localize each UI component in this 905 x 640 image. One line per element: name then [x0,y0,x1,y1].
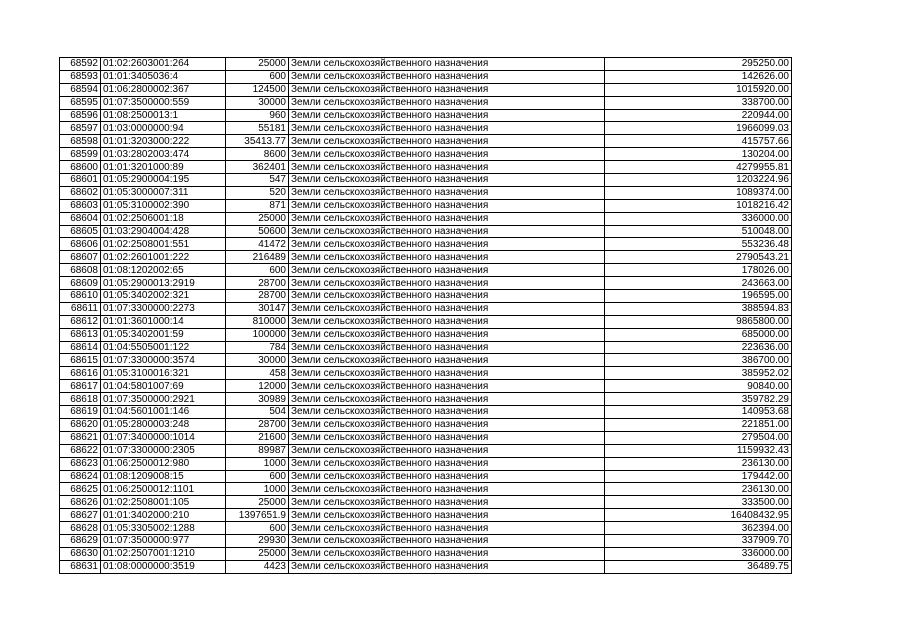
cadastral-number-cell: 01:04:5601001:146 [101,406,226,419]
table-row [60,547,792,560]
cadastral-number-cell: 01:03:2904004:428 [101,225,226,238]
cadastral-number-cell: 01:05:3402001:59 [101,328,226,341]
table-row [60,199,792,212]
area-cell: 8600 [226,148,289,161]
record-number-cell: 68595 [60,96,101,109]
table-row [60,58,792,71]
record-number-cell: 68629 [60,534,101,547]
area-cell: 1397651.9 [226,509,289,522]
record-number-cell: 68618 [60,393,101,406]
area-cell: 362401 [226,161,289,174]
cadastral-value-cell: 1966099.03 [605,122,792,135]
land-category-cell: Земли сельскохозяйственного назначения [289,148,605,161]
table-row [60,354,792,367]
cadastral-number-cell: 01:05:3000007:311 [101,186,226,199]
cadastral-number-cell: 01:02:2508001:551 [101,238,226,251]
cadastral-number-cell: 01:03:2802003:474 [101,148,226,161]
cadastral-value-cell: 333500.00 [605,496,792,509]
cadastral-value-cell: 90840.00 [605,380,792,393]
table-row [60,315,792,328]
record-number-cell: 68627 [60,509,101,522]
area-cell: 520 [226,186,289,199]
land-category-cell: Земли сельскохозяйственного назначения [289,96,605,109]
cadastral-value-cell: 336000.00 [605,547,792,560]
area-cell: 28700 [226,418,289,431]
cadastral-value-cell: 279504.00 [605,431,792,444]
cadastral-number-cell: 01:01:3402000:210 [101,509,226,522]
area-cell: 504 [226,406,289,419]
area-cell: 810000 [226,315,289,328]
cadastral-number-cell: 01:07:3300000:2305 [101,444,226,457]
record-number-cell: 68610 [60,290,101,303]
area-cell: 29930 [226,534,289,547]
land-category-cell: Земли сельскохозяйственного назначения [289,341,605,354]
table-row [60,522,792,535]
area-cell: 600 [226,522,289,535]
cadastral-value-cell: 9865800.00 [605,315,792,328]
land-category-cell: Земли сельскохозяйственного назначения [289,354,605,367]
area-cell: 30000 [226,96,289,109]
area-cell: 28700 [226,277,289,290]
record-number-cell: 68599 [60,148,101,161]
cadastral-number-cell: 01:04:5505001:122 [101,341,226,354]
cadastral-number-cell: 01:07:3500000:977 [101,534,226,547]
area-cell: 124500 [226,83,289,96]
record-number-cell: 68617 [60,380,101,393]
table-row [60,418,792,431]
cadastral-value-cell: 336000.00 [605,212,792,225]
area-cell: 4423 [226,560,289,573]
record-number-cell: 68628 [60,522,101,535]
land-category-cell: Земли сельскохозяйственного назначения [289,431,605,444]
record-number-cell: 68630 [60,547,101,560]
table-row [60,483,792,496]
cadastral-value-cell: 221851.00 [605,418,792,431]
table-row [60,70,792,83]
record-number-cell: 68631 [60,560,101,573]
land-category-cell: Земли сельскохозяйственного назначения [289,251,605,264]
cadastral-number-cell: 01:02:2601001:222 [101,251,226,264]
land-category-cell: Земли сельскохозяйственного назначения [289,522,605,535]
area-cell: 784 [226,341,289,354]
table-row [60,251,792,264]
area-cell: 28700 [226,290,289,303]
cadastral-number-cell: 01:08:0000000:3519 [101,560,226,573]
land-category-cell: Земли сельскохозяйственного назначения [289,70,605,83]
record-number-cell: 68604 [60,212,101,225]
area-cell: 55181 [226,122,289,135]
cadastral-value-cell: 385952.02 [605,367,792,380]
table-row [60,290,792,303]
cadastral-value-cell: 295250.00 [605,58,792,71]
record-number-cell: 68622 [60,444,101,457]
table-row [60,328,792,341]
table-row [60,186,792,199]
cadastral-number-cell: 01:05:2800003:248 [101,418,226,431]
record-number-cell: 68596 [60,109,101,122]
land-category-cell: Земли сельскохозяйственного назначения [289,122,605,135]
record-number-cell: 68598 [60,135,101,148]
cadastral-number-cell: 01:05:3305002:1288 [101,522,226,535]
record-number-cell: 68613 [60,328,101,341]
cadastral-value-cell: 685000.00 [605,328,792,341]
table-row [60,534,792,547]
record-number-cell: 68597 [60,122,101,135]
land-category-cell: Земли сельскохозяйственного назначения [289,393,605,406]
land-category-cell: Земли сельскохозяйственного назначения [289,225,605,238]
cadastral-value-cell: 142626.00 [605,70,792,83]
land-category-cell: Земли сельскохозяйственного назначения [289,109,605,122]
record-number-cell: 68615 [60,354,101,367]
table-row [60,470,792,483]
record-number-cell: 68611 [60,302,101,315]
land-category-cell: Земли сельскохозяйственного назначения [289,418,605,431]
cadastral-number-cell: 01:02:2507001:1210 [101,547,226,560]
record-number-cell: 68620 [60,418,101,431]
area-cell: 1000 [226,457,289,470]
record-number-cell: 68592 [60,58,101,71]
land-category-cell: Земли сельскохозяйственного назначения [289,380,605,393]
record-number-cell: 68607 [60,251,101,264]
cadastral-number-cell: 01:01:3601000:14 [101,315,226,328]
table-row [60,277,792,290]
table-row [60,393,792,406]
area-cell: 25000 [226,212,289,225]
table-row [60,122,792,135]
cadastral-number-cell: 01:06:2500012:1101 [101,483,226,496]
area-cell: 100000 [226,328,289,341]
land-category-cell: Земли сельскохозяйственного назначения [289,58,605,71]
record-number-cell: 68593 [60,70,101,83]
cadastral-number-cell: 01:08:1202002:65 [101,264,226,277]
record-number-cell: 68606 [60,238,101,251]
cadastral-number-cell: 01:07:3400000:1014 [101,431,226,444]
area-cell: 41472 [226,238,289,251]
land-category-cell: Земли сельскохозяйственного назначения [289,161,605,174]
cadastral-number-cell: 01:05:2900013:2919 [101,277,226,290]
land-category-cell: Земли сельскохозяйственного назначения [289,470,605,483]
table-row [60,302,792,315]
table-row [60,161,792,174]
land-category-cell: Земли сельскохозяйственного назначения [289,367,605,380]
land-parcels-table [59,57,792,574]
area-cell: 89987 [226,444,289,457]
cadastral-number-cell: 01:02:2508001:105 [101,496,226,509]
area-cell: 25000 [226,547,289,560]
table-row [60,174,792,187]
table-row [60,96,792,109]
table-row [60,225,792,238]
cadastral-value-cell: 1015920.00 [605,83,792,96]
cadastral-value-cell: 415757.66 [605,135,792,148]
record-number-cell: 68601 [60,174,101,187]
land-category-cell: Земли сельскохозяйственного назначения [289,238,605,251]
cadastral-number-cell: 01:04:5801007:69 [101,380,226,393]
cadastral-value-cell: 1159932.43 [605,444,792,457]
cadastral-value-cell: 223636.00 [605,341,792,354]
cadastral-value-cell: 236130.00 [605,483,792,496]
table-row [60,135,792,148]
table-row [60,509,792,522]
area-cell: 216489 [226,251,289,264]
cadastral-value-cell: 553236.48 [605,238,792,251]
table-row [60,148,792,161]
area-cell: 30989 [226,393,289,406]
area-cell: 21600 [226,431,289,444]
cadastral-number-cell: 01:03:0000000:94 [101,122,226,135]
area-cell: 600 [226,470,289,483]
cadastral-number-cell: 01:05:3402002:321 [101,290,226,303]
record-number-cell: 68616 [60,367,101,380]
record-number-cell: 68626 [60,496,101,509]
record-number-cell: 68623 [60,457,101,470]
record-number-cell: 68608 [60,264,101,277]
cadastral-value-cell: 130204.00 [605,148,792,161]
land-category-cell: Земли сельскохозяйственного назначения [289,406,605,419]
table-row [60,109,792,122]
record-number-cell: 68602 [60,186,101,199]
area-cell: 25000 [226,58,289,71]
cadastral-number-cell: 01:06:2500012:980 [101,457,226,470]
land-category-cell: Земли сельскохозяйственного назначения [289,302,605,315]
cadastral-number-cell: 01:07:3500000:559 [101,96,226,109]
land-category-cell: Земли сельскохозяйственного назначения [289,174,605,187]
table-row [60,238,792,251]
cadastral-value-cell: 388594.83 [605,302,792,315]
area-cell: 50600 [226,225,289,238]
area-cell: 600 [226,70,289,83]
cadastral-number-cell: 01:05:2900004:195 [101,174,226,187]
table-row [60,341,792,354]
cadastral-number-cell: 01:01:3405036:4 [101,70,226,83]
area-cell: 12000 [226,380,289,393]
cadastral-value-cell: 362394.00 [605,522,792,535]
cadastral-number-cell: 01:08:2500013:1 [101,109,226,122]
record-number-cell: 68594 [60,83,101,96]
record-number-cell: 68625 [60,483,101,496]
table-row [60,367,792,380]
cadastral-number-cell: 01:02:2506001:18 [101,212,226,225]
record-number-cell: 68612 [60,315,101,328]
cadastral-value-cell: 2790543.21 [605,251,792,264]
cadastral-value-cell: 16408432.95 [605,509,792,522]
area-cell: 30000 [226,354,289,367]
table-row [60,457,792,470]
cadastral-value-cell: 196595.00 [605,290,792,303]
cadastral-value-cell: 510048.00 [605,225,792,238]
land-category-cell: Земли сельскохозяйственного назначения [289,483,605,496]
record-number-cell: 68609 [60,277,101,290]
cadastral-value-cell: 236130.00 [605,457,792,470]
land-category-cell: Земли сельскохозяйственного назначения [289,328,605,341]
table-body [60,58,792,574]
table-row [60,496,792,509]
land-category-cell: Земли сельскохозяйственного назначения [289,560,605,573]
cadastral-value-cell: 179442.00 [605,470,792,483]
cadastral-value-cell: 337909.70 [605,534,792,547]
record-number-cell: 68614 [60,341,101,354]
area-cell: 871 [226,199,289,212]
cadastral-value-cell: 1018216.42 [605,199,792,212]
land-category-cell: Земли сельскохозяйственного назначения [289,496,605,509]
cadastral-number-cell: 01:07:3500000:2921 [101,393,226,406]
record-number-cell: 68624 [60,470,101,483]
table-row [60,212,792,225]
land-category-cell: Земли сельскохозяйственного назначения [289,509,605,522]
cadastral-value-cell: 4279955.81 [605,161,792,174]
document-sheet [59,57,792,574]
cadastral-number-cell: 01:01:3203000:222 [101,135,226,148]
land-category-cell: Земли сельскохозяйственного назначения [289,547,605,560]
land-category-cell: Земли сельскохозяйственного назначения [289,444,605,457]
cadastral-value-cell: 36489.75 [605,560,792,573]
area-cell: 600 [226,264,289,277]
land-category-cell: Земли сельскохозяйственного назначения [289,135,605,148]
cadastral-number-cell: 01:02:2603001:264 [101,58,226,71]
land-category-cell: Земли сельскохозяйственного назначения [289,264,605,277]
area-cell: 547 [226,174,289,187]
land-category-cell: Земли сельскохозяйственного назначения [289,199,605,212]
record-number-cell: 68619 [60,406,101,419]
cadastral-number-cell: 01:08:1209008:15 [101,470,226,483]
record-number-cell: 68621 [60,431,101,444]
cadastral-number-cell: 01:07:3300000:2273 [101,302,226,315]
area-cell: 25000 [226,496,289,509]
area-cell: 35413.77 [226,135,289,148]
land-category-cell: Земли сельскохозяйственного назначения [289,186,605,199]
table-row [60,444,792,457]
cadastral-value-cell: 178026.00 [605,264,792,277]
cadastral-value-cell: 243663.00 [605,277,792,290]
table-row [60,406,792,419]
table-row [60,380,792,393]
cadastral-value-cell: 386700.00 [605,354,792,367]
cadastral-value-cell: 1203224.96 [605,174,792,187]
cadastral-value-cell: 338700.00 [605,96,792,109]
area-cell: 458 [226,367,289,380]
cadastral-value-cell: 1089374.00 [605,186,792,199]
cadastral-number-cell: 01:05:3100016:321 [101,367,226,380]
area-cell: 30147 [226,302,289,315]
cadastral-value-cell: 220944.00 [605,109,792,122]
record-number-cell: 68605 [60,225,101,238]
table-row [60,264,792,277]
cadastral-value-cell: 140953.68 [605,406,792,419]
table-row [60,560,792,573]
record-number-cell: 68603 [60,199,101,212]
record-number-cell: 68600 [60,161,101,174]
land-category-cell: Земли сельскохозяйственного назначения [289,315,605,328]
land-category-cell: Земли сельскохозяйственного назначения [289,290,605,303]
land-category-cell: Земли сельскохозяйственного назначения [289,457,605,470]
cadastral-number-cell: 01:05:3100002:390 [101,199,226,212]
land-category-cell: Земли сельскохозяйственного назначения [289,277,605,290]
land-category-cell: Земли сельскохозяйственного назначения [289,534,605,547]
cadastral-number-cell: 01:07:3300000:3574 [101,354,226,367]
cadastral-value-cell: 359782.29 [605,393,792,406]
land-category-cell: Земли сельскохозяйственного назначения [289,83,605,96]
area-cell: 960 [226,109,289,122]
table-row [60,83,792,96]
cadastral-number-cell: 01:01:3201000:89 [101,161,226,174]
table-row [60,431,792,444]
cadastral-number-cell: 01:06:2800002:367 [101,83,226,96]
land-category-cell: Земли сельскохозяйственного назначения [289,212,605,225]
area-cell: 1000 [226,483,289,496]
